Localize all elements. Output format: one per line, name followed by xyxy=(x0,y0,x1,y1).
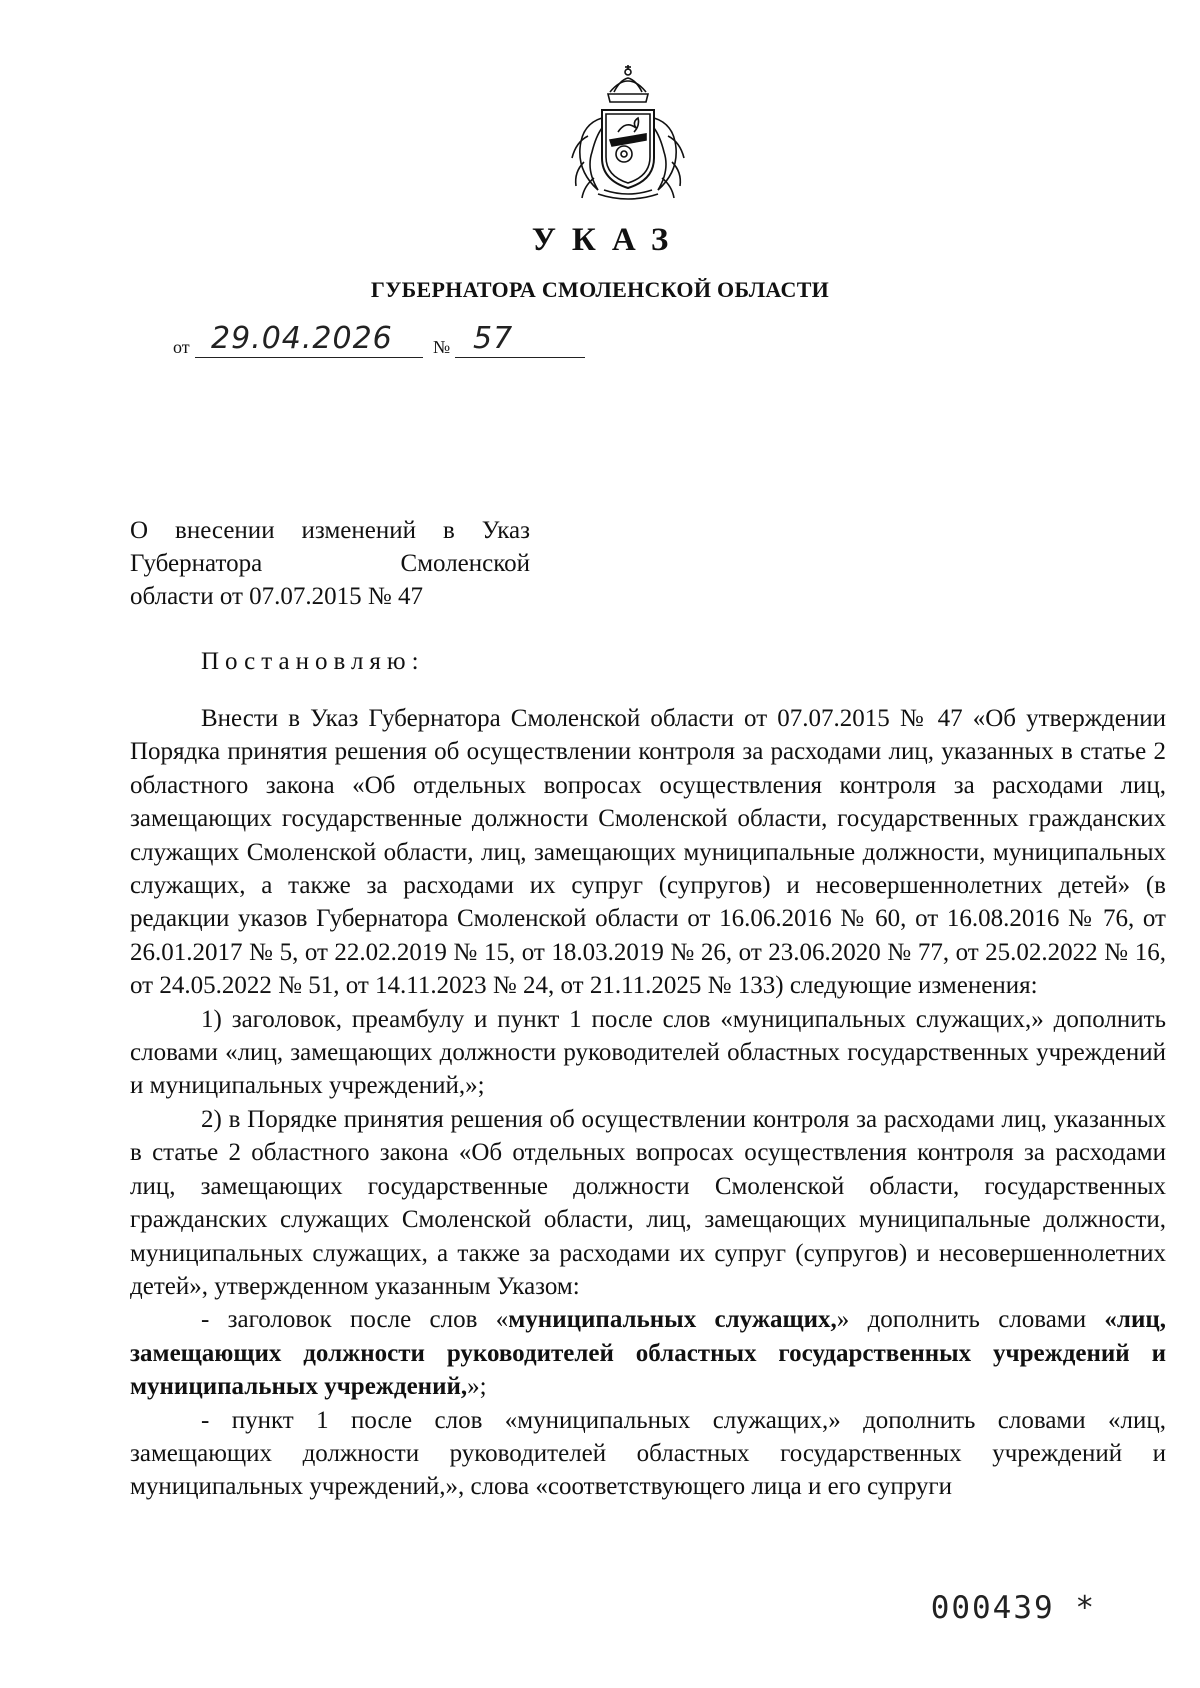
paragraph-dash-2: - пункт 1 после слов «муниципальных служащих,» дополнить словами «лиц, замещающих должности руководителей областных государственных учреждений и муниципальных учреждений,», слова «соответствующего лица и его супруги xyxy=(130,1406,1166,1501)
paragraph-item-2: 2) в Порядке принятия решения об осуществлении контроля за расходами лиц, указанных в статье 2 областного закона «Об отдельных вопросах осуществления контроля за расходами лиц, замещающих государственные должности Смоленской области, государственных гражданских служащих Смоленской области, лиц, замещающих муниципальные должности, муниципальных служащих, а также за расходами их супруг (супругов) и несовершеннолетних детей», утвержденном указанным Указом: xyxy=(130,1105,1166,1300)
smolensk-coat-of-arms-icon xyxy=(558,62,698,204)
handwritten-number: 57 xyxy=(473,321,514,356)
subject-line-1: О внесении изменений в Указ xyxy=(130,517,530,544)
document-subtitle: ГУБЕРНАТОРА СМОЛЕНСКОЙ ОБЛАСТИ xyxy=(370,277,830,302)
number-prefix: № xyxy=(433,337,451,357)
date-prefix: от xyxy=(173,337,190,357)
form-serial-number: 000439 * xyxy=(930,1590,1096,1626)
document-title: УКАЗ xyxy=(531,222,685,258)
postanovlyayu-label: Постановляю: xyxy=(201,648,425,675)
subject-line-2: Губернатора Смоленской xyxy=(130,550,530,577)
date-number-line xyxy=(173,322,613,362)
document-subject xyxy=(130,514,530,613)
paragraph-item-1: 1) заголовок, преамбулу и пункт 1 после слов «муниципальных служащих,» дополнить словами «лиц, замещающих должности руководителей областных государственных учреждений и муниципальных учреждений,»; xyxy=(130,1005,1166,1100)
subject-line-3: области от 07.07.2015 № 47 xyxy=(130,583,424,610)
number-underline xyxy=(455,357,585,358)
handwritten-date: 29.04.2026 xyxy=(211,321,393,356)
document-body xyxy=(130,702,1166,1504)
paragraph-dash-1: - заголовок после слов «муниципальных служащих,» дополнить словами «лиц, замещающих должности руководителей областных государственных учреждений и муниципальных учреждений,»; xyxy=(130,1306,1167,1401)
paragraph-main: Внести в Указ Губернатора Смоленской области от 07.07.2015 № 47 «Об утверждении Порядка принятия решения об осуществлении контроля за расходами лиц, указанных в статье 2 областного закона «Об отдельных вопросах осуществления контроля за расходами лиц, замещающих государственные должности Смоленской области, государственных гражданских служащих Смоленской области, лиц, замещающих муниципальные должности, муниципальных служащих, а также за расходами их супруг (супругов) и несовершеннолетних детей» (в редакции указов Губернатора Смоленской области от 16.06.2016 № 60, от 16.08.2016 № 76, от 26.01.2017 № 5, от 22.02.2019 № 15, от 18.03.2019 № 26, от 23.06.2020 № 77, от 25.02.2022 № 16, от 24.05.2022 № 51, от 14.11.2023 № 24, от 21.11.2025 № 133) следующие изменения: xyxy=(130,705,1166,1000)
date-underline xyxy=(195,357,423,358)
